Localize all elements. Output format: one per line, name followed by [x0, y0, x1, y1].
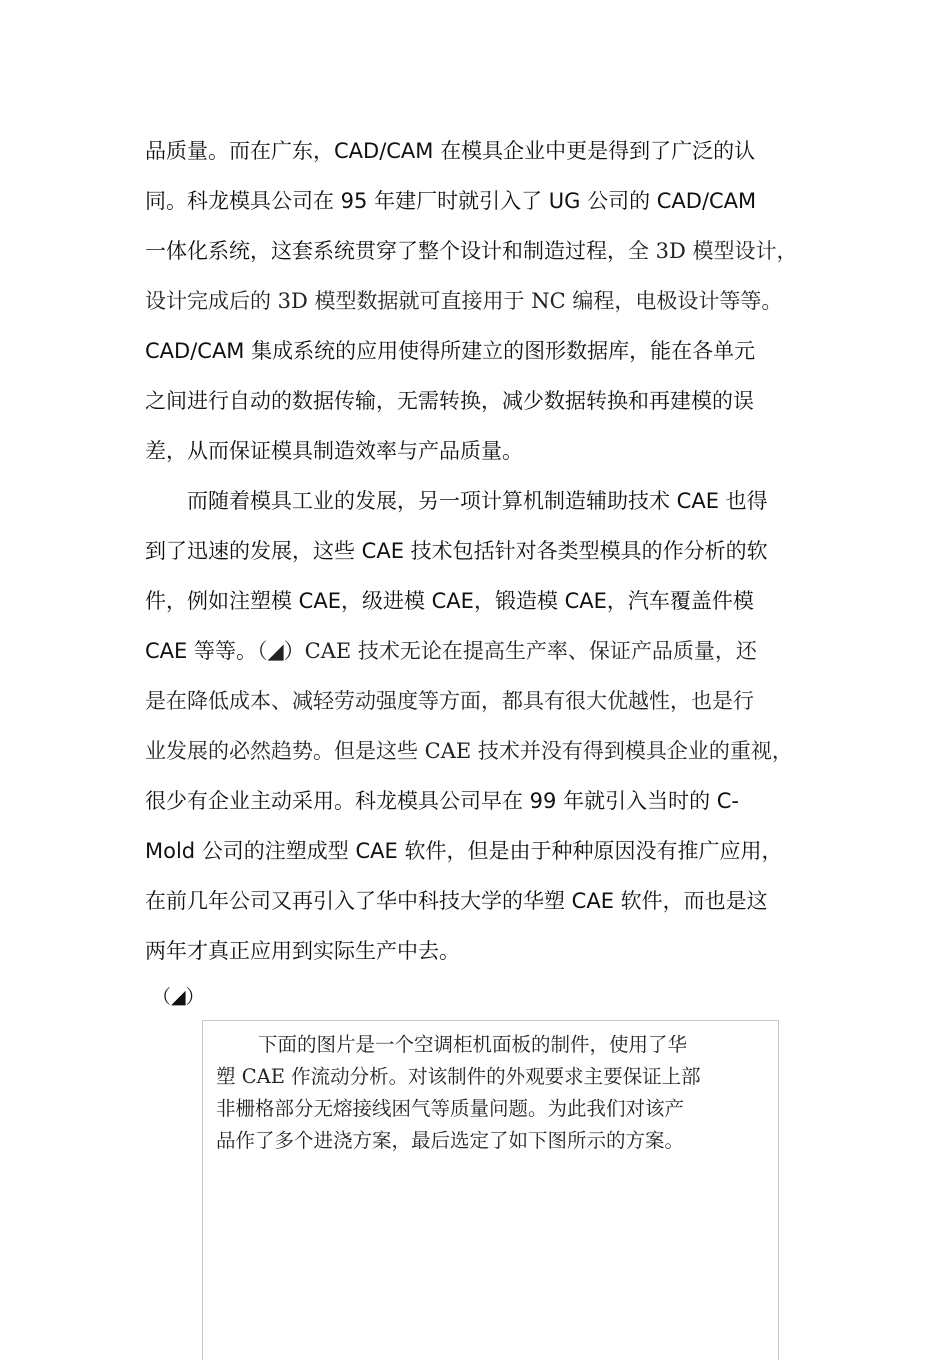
- paragraph-2-line-4: [145, 631, 825, 671]
- paragraph-2-line-3: 件，例如注塑模 CAE，级进模 CAE，锻造模 CAE，汽车覆盖件模: [145, 589, 754, 613]
- paragraph-2-line-5: 是在降低成本、减轻劳动强度等方面，都具有很大优越性，也是行: [145, 689, 754, 713]
- paragraph-2-line-2: 到了迅速的发展，这些 CAE 技术包括针对各类型模具的作分析的软: [145, 539, 768, 563]
- paragraph-1-line-7: 差，从而保证模具制造效率与产品质量。: [145, 439, 523, 463]
- paragraph-1-line-2: 同。科龙模具公司在 95 年建厂时就引入了 UG 公司的 CAD/CAM: [145, 189, 757, 213]
- paragraph-2-line-4-serif: （◢）CAE 技术无论在提高生产率、保证产品质量，还: [256, 639, 757, 663]
- paragraph-2-line-7: 很少有企业主动采用。科龙模具公司早在 99 年就引入当时的 C-: [145, 789, 739, 813]
- paragraph-2-line-1: 而随着模具工业的发展，另一项计算机制造辅助技术 CAE 也得: [187, 489, 768, 513]
- paragraph-2-line-8: Mold 公司的注塑成型 CAE 软件，但是由于种种原因没有推广应用，: [145, 839, 783, 863]
- paragraph-1-line-3-sans: 一体化系统，这套系统贯穿了整个设计和制造过程，: [145, 239, 628, 263]
- text-box-line-2: 塑 CAE 作流动分析。对该制件的外观要求主要保证上部: [216, 1065, 701, 1088]
- note-marker: （◢）: [152, 986, 205, 1008]
- text-box-line-1: 下面的图片是一个空调柜机面板的制件，使用了华: [258, 1033, 688, 1056]
- paragraph-1-line-1: 品质量。而在广东，CAD/CAM 在模具企业中更是得到了广泛的认: [145, 139, 756, 163]
- text-box-line-3: 非栅格部分无熔接线困气等质量问题。为此我们对该产: [216, 1097, 685, 1120]
- paragraph-1-line-3-serif: 全 3D 模型设计，: [628, 239, 798, 263]
- paragraph-2-line-6: 业发展的必然趋势。但是这些 CAE 技术并没有得到模具企业的重视，: [145, 739, 793, 763]
- paragraph-1-line-6: 之间进行自动的数据传输，无需转换，减少数据转换和再建模的误: [145, 389, 754, 413]
- paragraph-2-line-4-sans: CAE 等等。: [145, 639, 257, 663]
- paragraph-1-line-3: [145, 231, 825, 271]
- paragraph-2-line-9: 在前几年公司又再引入了华中科技大学的华塑 CAE 软件，而也是这: [145, 889, 768, 913]
- text-box-line-4: 品作了多个进浇方案，最后选定了如下图所示的方案。: [216, 1129, 685, 1152]
- text-box: [202, 1020, 779, 1360]
- paragraph-1-line-4: 设计完成后的 3D 模型数据就可直接用于 NC 编程，电极设计等等。: [145, 289, 783, 313]
- paragraph-1-line-5: CAD/CAM 集成系统的应用使得所建立的图形数据库，能在各单元: [145, 339, 756, 363]
- paragraph-2-line-10: 两年才真正应用到实际生产中去。: [145, 939, 460, 963]
